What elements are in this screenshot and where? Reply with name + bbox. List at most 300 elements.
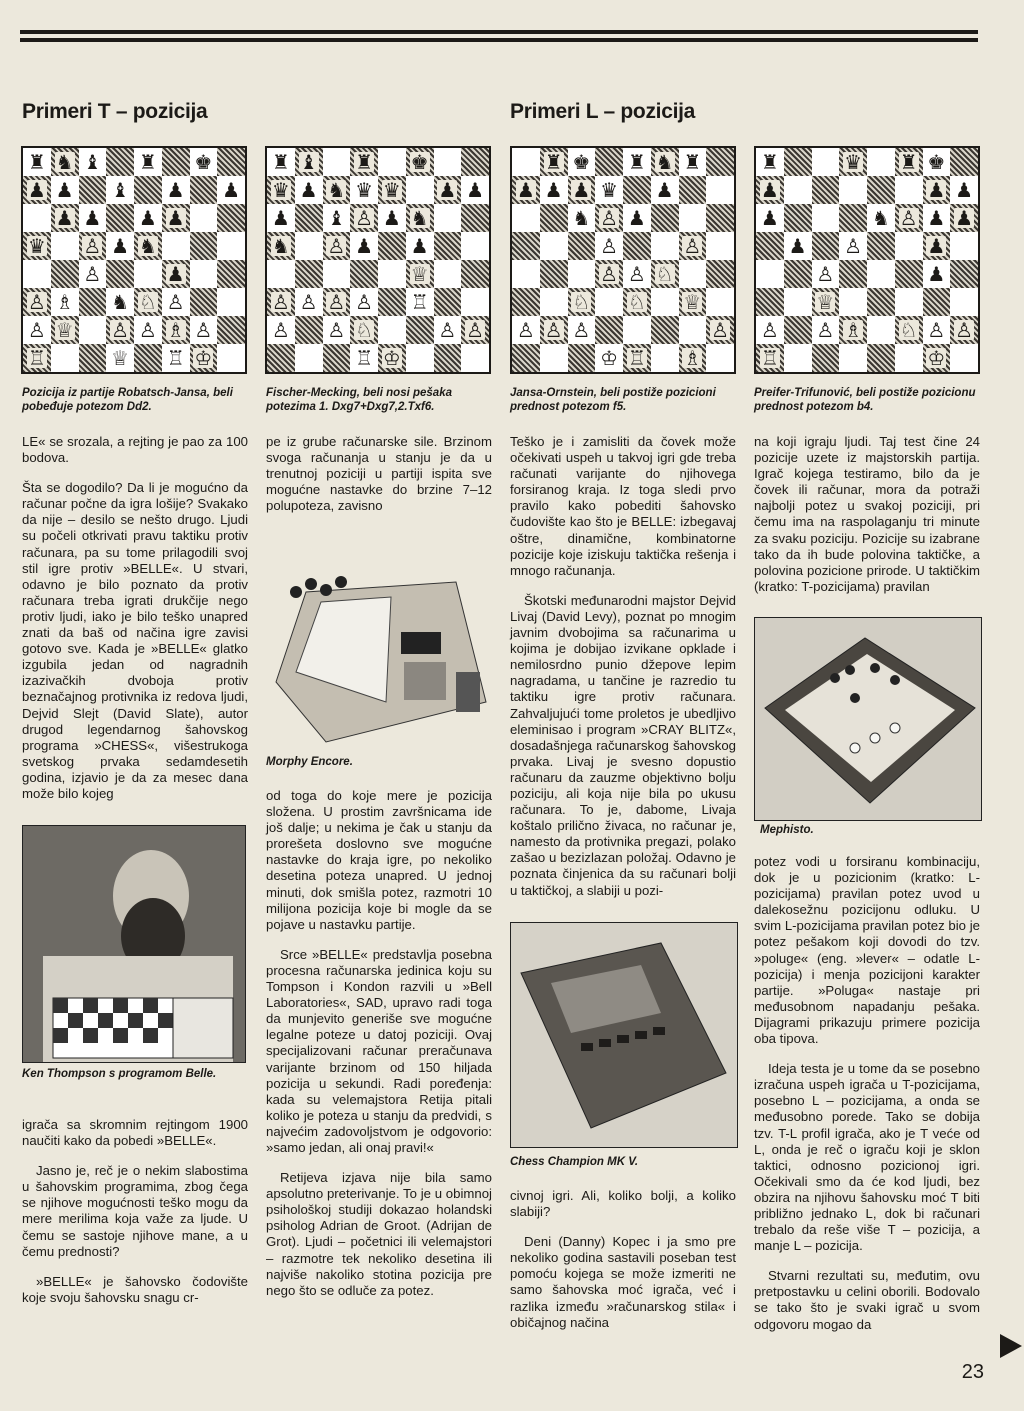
board-square	[839, 148, 867, 176]
photo-morphy-encore	[266, 552, 492, 748]
board-square	[706, 232, 734, 260]
chess-piece-icon: ♙	[271, 290, 290, 314]
board-square	[378, 148, 406, 176]
board-square	[51, 232, 79, 260]
board-square	[134, 176, 162, 204]
board-square	[134, 260, 162, 288]
board-square	[267, 148, 295, 176]
text-column-1	[22, 434, 248, 816]
chess-piece-icon: ♜	[683, 150, 702, 174]
board-square	[295, 204, 323, 232]
board-square	[461, 260, 489, 288]
chess-piece-icon: ♖	[627, 346, 646, 370]
board-square	[950, 204, 978, 232]
paragraph: igrača sa skromnim rejtingom 1900 naučiti kako da pobedi »BELLE«.	[22, 1117, 248, 1149]
chess-piece-icon: ♟	[222, 178, 241, 202]
paragraph: »BELLE« je šahovsko čodovište koje svoju šahovsku snagu cr-	[22, 1273, 248, 1305]
board-square	[79, 344, 107, 372]
chess-piece-icon: ♙	[327, 234, 346, 258]
paragraph: LE« se srozala, a rejting je pao za 100 bodova.	[22, 434, 248, 466]
chess-piece-icon: ♜	[899, 150, 918, 174]
board-square	[434, 316, 462, 344]
board-square	[295, 288, 323, 316]
board-square	[461, 148, 489, 176]
board-square	[51, 344, 79, 372]
board-square	[679, 288, 707, 316]
chess-piece-icon: ♚	[410, 150, 429, 174]
chess-piece-icon: ♙	[83, 234, 102, 258]
chess-piece-icon: ♚	[572, 150, 591, 174]
board-square	[756, 148, 784, 176]
board-square	[134, 232, 162, 260]
text-column-2b	[266, 788, 492, 1313]
board-square	[651, 260, 679, 288]
board-square	[190, 316, 218, 344]
top-rule	[20, 38, 978, 42]
board-square	[378, 316, 406, 344]
board-square	[162, 344, 190, 372]
board-square	[295, 344, 323, 372]
board-square	[106, 260, 134, 288]
board-square	[679, 260, 707, 288]
board-square	[295, 148, 323, 176]
chess-piece-icon: ♟	[466, 178, 485, 202]
board-square	[434, 176, 462, 204]
board-square	[812, 316, 840, 344]
chess-piece-icon: ♝	[299, 150, 318, 174]
board-square	[923, 288, 951, 316]
board-square	[595, 204, 623, 232]
paragraph: na koji igraju ljudi. Taj test čine 24 pozicije uzete iz majstorskih partija. Igrač kojega testiramo, bilo da je čovek ili računar, mora da potraži najbolji potez u svakoj poziciji, pri čemu ima na raspolaganju tri minute za svaku poziciju. Pozicije su izabrane tako da ih bude polovina taktičke, a polovina pozicione prirode. U taktičkim (kratko: T-pozicijama) pravilan	[754, 434, 980, 594]
board-square	[217, 316, 245, 344]
board-square	[895, 176, 923, 204]
board-square	[867, 260, 895, 288]
chess-piece-icon: ♞	[655, 150, 674, 174]
board-square	[784, 204, 812, 232]
board-square	[162, 260, 190, 288]
board-square	[950, 288, 978, 316]
board-square	[512, 176, 540, 204]
board-square	[895, 288, 923, 316]
photo-caption: Ken Thompson s programom Belle.	[22, 1068, 217, 1080]
board-square	[923, 148, 951, 176]
chess-piece-icon: ♛	[271, 178, 290, 202]
board-square	[568, 232, 596, 260]
chess-piece-icon: ♟	[760, 206, 779, 230]
board-square	[79, 148, 107, 176]
board-square	[812, 176, 840, 204]
chess-piece-icon: ♞	[138, 234, 157, 258]
board-square	[323, 148, 351, 176]
board-square	[679, 316, 707, 344]
paragraph: potez vodi u forsiranu kombinaciju, dok je u pozicionim (kratko: L-pozicijama) pravilan potez uvod u dalekosežnu pozicijonu odluku. U svim L-pozicijama pravilan potez bio je potez pešakom koji dovodi do tzv. »poluge« (eng. »lever« – odatle L-pozicija) i menja pozicijoni karakter partije. »Poluga« nastaje pri međusobnom napadanju pešaka. Dijagrami prikazuju primere pozicija oba tipova.	[754, 854, 980, 1047]
board-square	[923, 232, 951, 260]
board-square	[217, 260, 245, 288]
chess-piece-icon: ♟	[760, 178, 779, 202]
board-square	[79, 260, 107, 288]
chess-piece-icon: ♙	[927, 318, 946, 342]
chess-piece-icon: ♛	[844, 150, 863, 174]
board-square	[162, 176, 190, 204]
board-square	[106, 316, 134, 344]
board-square	[540, 148, 568, 176]
board-square	[190, 288, 218, 316]
board-square	[540, 344, 568, 372]
board-square	[23, 344, 51, 372]
board-square	[679, 176, 707, 204]
chess-piece-icon: ♙	[600, 234, 619, 258]
chess-piece-icon: ♛	[382, 178, 401, 202]
board-square	[350, 260, 378, 288]
chess-piece-icon: ♞	[871, 206, 890, 230]
board-square	[217, 288, 245, 316]
board-square	[706, 204, 734, 232]
board-square	[434, 260, 462, 288]
board-square	[595, 148, 623, 176]
board-square	[540, 176, 568, 204]
board-square	[267, 288, 295, 316]
board-square	[651, 176, 679, 204]
chess-piece-icon: ♟	[138, 206, 157, 230]
board-square	[406, 232, 434, 260]
chess-piece-icon: ♟	[166, 206, 185, 230]
chess-piece-icon: ♖	[166, 346, 185, 370]
text-column-3b	[510, 1188, 736, 1345]
board-square	[190, 204, 218, 232]
board-square	[839, 344, 867, 372]
board-square	[406, 288, 434, 316]
board-square	[350, 344, 378, 372]
board-square	[378, 288, 406, 316]
board-square	[406, 344, 434, 372]
board-square	[267, 260, 295, 288]
chess-piece-icon: ♙	[711, 318, 730, 342]
chess-piece-icon: ♜	[355, 150, 374, 174]
board-square	[378, 260, 406, 288]
board-square	[839, 260, 867, 288]
board-square	[512, 288, 540, 316]
board-square	[923, 176, 951, 204]
board-square	[756, 176, 784, 204]
board-square	[595, 260, 623, 288]
board-square	[950, 176, 978, 204]
chess-piece-icon: ♙	[355, 290, 374, 314]
chess-piece-icon: ♟	[55, 178, 74, 202]
chess-piece-icon: ♟	[655, 178, 674, 202]
board-square	[434, 344, 462, 372]
chess-piece-icon: ♟	[955, 206, 974, 230]
board-square	[756, 204, 784, 232]
chess-piece-icon: ♙	[27, 318, 46, 342]
chess-piece-icon: ♙	[466, 318, 485, 342]
chess-piece-icon: ♙	[27, 290, 46, 314]
board-square	[190, 260, 218, 288]
top-rule	[20, 30, 978, 34]
board-square	[134, 204, 162, 232]
board-square	[867, 316, 895, 344]
chess-piece-icon: ♟	[83, 206, 102, 230]
board-square	[295, 316, 323, 344]
board-square	[79, 176, 107, 204]
board-square	[378, 344, 406, 372]
board-square	[923, 344, 951, 372]
chess-piece-icon: ♟	[927, 234, 946, 258]
board-square	[867, 232, 895, 260]
chess-piece-icon: ♘	[572, 290, 591, 314]
board-square	[706, 260, 734, 288]
board-square	[895, 204, 923, 232]
board-square	[217, 344, 245, 372]
board-square	[950, 260, 978, 288]
paragraph: Ideja testa je u tome da se posebno izračuna uspeh igrača u T-pozicijama, posebno L – pozicijama, a onda se međusobno porede. Tako se dobija tzv. T-L profil igrača, ako je T veće od L, onda je reč o igraču koji je sklon taktici, odnosno pozicionoj igri. Očekivali smo da će kod ljudi, bez obzira na njihovu šahovsku moć T biti približno jednako L, dok bi računari trebalo da reše više T – pozicija, a manje L – pozicija.	[754, 1061, 980, 1254]
board-square	[23, 316, 51, 344]
board-square	[106, 232, 134, 260]
board-square	[106, 344, 134, 372]
board-square	[540, 232, 568, 260]
board-square	[323, 288, 351, 316]
chess-piece-icon: ♕	[816, 290, 835, 314]
chess-piece-icon: ♕	[55, 318, 74, 342]
board-square	[23, 176, 51, 204]
board-square	[895, 232, 923, 260]
chess-piece-icon: ♞	[327, 178, 346, 202]
text-column-3a	[510, 434, 736, 913]
chess-diagram-2	[265, 146, 491, 374]
paragraph: civnoj igri. Ali, koliko bolji, a koliko slabiji?	[510, 1188, 736, 1220]
board-square	[812, 232, 840, 260]
chess-piece-icon: ♙	[111, 318, 130, 342]
chess-piece-icon: ♟	[410, 234, 429, 258]
board-square	[895, 260, 923, 288]
chess-piece-icon: ♘	[899, 318, 918, 342]
heading-l: Primeri L – pozicija	[510, 100, 696, 123]
diagram-caption: Fischer-Mecking, beli nosi pešaka potezima 1. Dxg7+Dxg7,2.Txf6.	[266, 387, 452, 413]
chess-piece-icon: ♙	[166, 290, 185, 314]
chess-piece-icon: ♜	[760, 150, 779, 174]
chess-piece-icon: ♟	[927, 178, 946, 202]
board-square	[568, 260, 596, 288]
chess-piece-icon: ♔	[927, 346, 946, 370]
board-square	[595, 232, 623, 260]
chess-piece-icon: ♙	[760, 318, 779, 342]
board-square	[350, 232, 378, 260]
chess-piece-icon: ♗	[166, 318, 185, 342]
chess-piece-icon: ♟	[166, 178, 185, 202]
chess-piece-icon: ♙	[138, 318, 157, 342]
chess-piece-icon: ♞	[271, 234, 290, 258]
diagram-caption: Pozicija iz partije Robatsch-Jansa, beli pobeđuje potezom Dd2.	[22, 387, 233, 413]
board-square	[23, 232, 51, 260]
board-square	[79, 316, 107, 344]
board-square	[461, 288, 489, 316]
chess-piece-icon: ♟	[438, 178, 457, 202]
board-square	[568, 204, 596, 232]
chess-piece-icon: ♖	[410, 290, 429, 314]
board-square	[162, 148, 190, 176]
chess-piece-icon: ♟	[111, 234, 130, 258]
board-square	[812, 204, 840, 232]
board-square	[323, 204, 351, 232]
board-square	[812, 148, 840, 176]
board-square	[784, 232, 812, 260]
photo-mephisto	[754, 617, 982, 821]
chess-piece-icon: ♙	[683, 234, 702, 258]
board-square	[378, 176, 406, 204]
chess-piece-icon: ♕	[111, 346, 130, 370]
chess-piece-icon: ♙	[899, 206, 918, 230]
board-square	[595, 316, 623, 344]
board-square	[461, 176, 489, 204]
board-square	[106, 148, 134, 176]
chess-piece-icon: ♞	[55, 150, 74, 174]
board-square	[923, 316, 951, 344]
board-square	[756, 316, 784, 344]
board-square	[51, 176, 79, 204]
board-square	[568, 176, 596, 204]
board-square	[162, 288, 190, 316]
board-square	[812, 288, 840, 316]
chess-piece-icon: ♚	[194, 150, 213, 174]
chess-piece-icon: ♕	[410, 262, 429, 286]
chess-piece-icon: ♙	[955, 318, 974, 342]
board-square	[839, 232, 867, 260]
board-square	[950, 344, 978, 372]
chess-piece-icon: ♟	[166, 262, 185, 286]
board-square	[51, 148, 79, 176]
board-square	[839, 204, 867, 232]
board-square	[867, 204, 895, 232]
chess-piece-icon: ♖	[760, 346, 779, 370]
chess-piece-icon: ♖	[355, 346, 374, 370]
chess-piece-icon: ♗	[683, 346, 702, 370]
board-square	[867, 288, 895, 316]
chess-piece-icon: ♙	[627, 262, 646, 286]
board-square	[923, 204, 951, 232]
board-square	[756, 232, 784, 260]
paragraph: Jasno je, reč je o nekim slabostima u šahovskim programima, zbog čega se njihove mogućnosti teško mogu da mere merilima koja važe za ljude. U čemu se sastoje njihove mane, a u čemu prednosti?	[22, 1163, 248, 1259]
board-square	[434, 288, 462, 316]
board-square	[295, 176, 323, 204]
chess-piece-icon: ♟	[271, 206, 290, 230]
chess-piece-icon: ♟	[955, 178, 974, 202]
chess-piece-icon: ♟	[355, 234, 374, 258]
board-square	[923, 260, 951, 288]
board-square	[706, 344, 734, 372]
board-square	[568, 148, 596, 176]
chess-piece-icon: ♝	[327, 206, 346, 230]
chess-piece-icon: ♜	[271, 150, 290, 174]
board-square	[623, 204, 651, 232]
chess-diagram-4	[754, 146, 980, 374]
board-square	[950, 232, 978, 260]
board-square	[51, 260, 79, 288]
board-square	[378, 232, 406, 260]
board-square	[162, 316, 190, 344]
board-square	[350, 316, 378, 344]
paragraph: Šta se dogodilo? Da li je mogućno da računar počne da igra lošije? Svakako da nije – desilo se nešto drugo. Ljudi su počeli otkrivati pravu taktiku protiv računara, pa su tome prilagodili svoj stil igre protiv »BELLE«. U stvari, odavno je bilo poznato da protiv računara treba igrati drukčije nego protiv ljudi, iako je bilo teško unapred znati da baš od načina igre zavisi gotovo sve. Kada je »BELLE« glatko izgubila jedan od nagradnih izazivačkih dvoboja protiv beznačajnog protivnika iz redova ljudi, Dejvid Slejt (David Slate), autor drugod legendarnog šahovskog programa »CHESS«, višestrukoga svetskog prvaka sedamdesetih godina, izjavio je da za mesec dana može bilo kojeg	[22, 480, 248, 801]
board-square	[651, 148, 679, 176]
chess-piece-icon: ♟	[927, 206, 946, 230]
photo-ken-thompson	[22, 825, 246, 1063]
chess-piece-icon: ♖	[27, 346, 46, 370]
board-square	[867, 344, 895, 372]
paragraph: Deni (Danny) Kopec i ja smo pre nekoliko godina sastavili poseban test pomoću kojega se može izmeriti ne samo šahovska moć igrača, već i razlika između »računarskog stila« i običajnog načina	[510, 1234, 736, 1330]
board-square	[295, 232, 323, 260]
paragraph: pe iz grube računarske sile. Brzinom svoga računanja u stanju je da u trenutnoj poziciji u partiji ispita sve mogućne nastavke do brzine 7–12 polupoteza, zavisno	[266, 434, 492, 514]
board-square	[350, 148, 378, 176]
chess-piece-icon: ♙	[844, 234, 863, 258]
board-square	[79, 204, 107, 232]
board-square	[106, 288, 134, 316]
board-square	[406, 176, 434, 204]
chess-piece-icon: ♔	[600, 346, 619, 370]
chess-piece-icon: ♙	[572, 318, 591, 342]
chess-piece-icon: ♛	[600, 178, 619, 202]
board-square	[106, 176, 134, 204]
board-square	[23, 148, 51, 176]
board-square	[23, 260, 51, 288]
board-square	[461, 344, 489, 372]
board-square	[134, 344, 162, 372]
board-square	[23, 288, 51, 316]
board-square	[350, 288, 378, 316]
board-square	[784, 148, 812, 176]
chess-piece-icon: ♙	[544, 318, 563, 342]
paragraph: Stvarni rezultati su, međutim, ovu pretpostavku u celini oborili. Bodovalo se tako što je svaki igrač u svom odgovoru mogao da	[754, 1268, 980, 1332]
paragraph: Srce »BELLE« predstavlja posebna procesna računarska jedinica koju su Tompson i Kondon razvili u »Bell Laboratories«, SAD, upravo radi toga da munjevito generiše sve mogućne legalne poteze u datoj poziciji. Ovaj specijalizovani računar preračunava varijante brzinom od 150 hiljada pozicija u sekundi. Radi poređenja: kada su velemajstora Retija pitali koliko je poteza u stanju da predvidi, s najvećim zadovoljstvom je odgovorio: »samo jedan, ali onaj pravi!«	[266, 946, 492, 1155]
chess-piece-icon: ♙	[194, 318, 213, 342]
board-square	[190, 232, 218, 260]
board-square	[623, 176, 651, 204]
board-square	[839, 176, 867, 204]
board-square	[540, 204, 568, 232]
board-square	[406, 204, 434, 232]
chess-piece-icon: ♜	[27, 150, 46, 174]
board-square	[217, 204, 245, 232]
board-square	[267, 176, 295, 204]
board-square	[323, 344, 351, 372]
text-column-1b	[22, 1117, 248, 1320]
board-square	[162, 204, 190, 232]
board-square	[267, 344, 295, 372]
board-square	[406, 260, 434, 288]
board-square	[190, 344, 218, 372]
chess-piece-icon: ♙	[600, 262, 619, 286]
board-square	[706, 148, 734, 176]
text-column-4a	[754, 434, 980, 609]
chess-piece-icon: ♜	[544, 150, 563, 174]
board-square	[461, 232, 489, 260]
chess-piece-icon: ♙	[516, 318, 535, 342]
continue-arrow-icon	[1000, 1334, 1022, 1358]
board-square	[378, 204, 406, 232]
photo-caption: Mephisto.	[760, 824, 814, 836]
chess-piece-icon: ♟	[572, 178, 591, 202]
chess-piece-icon: ♟	[55, 206, 74, 230]
board-square	[434, 204, 462, 232]
board-square	[595, 344, 623, 372]
board-square	[217, 232, 245, 260]
board-square	[461, 204, 489, 232]
photo-caption: Chess Champion MK V.	[510, 1156, 639, 1168]
board-square	[895, 344, 923, 372]
board-square	[568, 344, 596, 372]
board-square	[812, 260, 840, 288]
chess-piece-icon: ♞	[111, 290, 130, 314]
board-square	[134, 316, 162, 344]
chess-piece-icon: ♙	[327, 318, 346, 342]
chess-piece-icon: ♛	[27, 234, 46, 258]
